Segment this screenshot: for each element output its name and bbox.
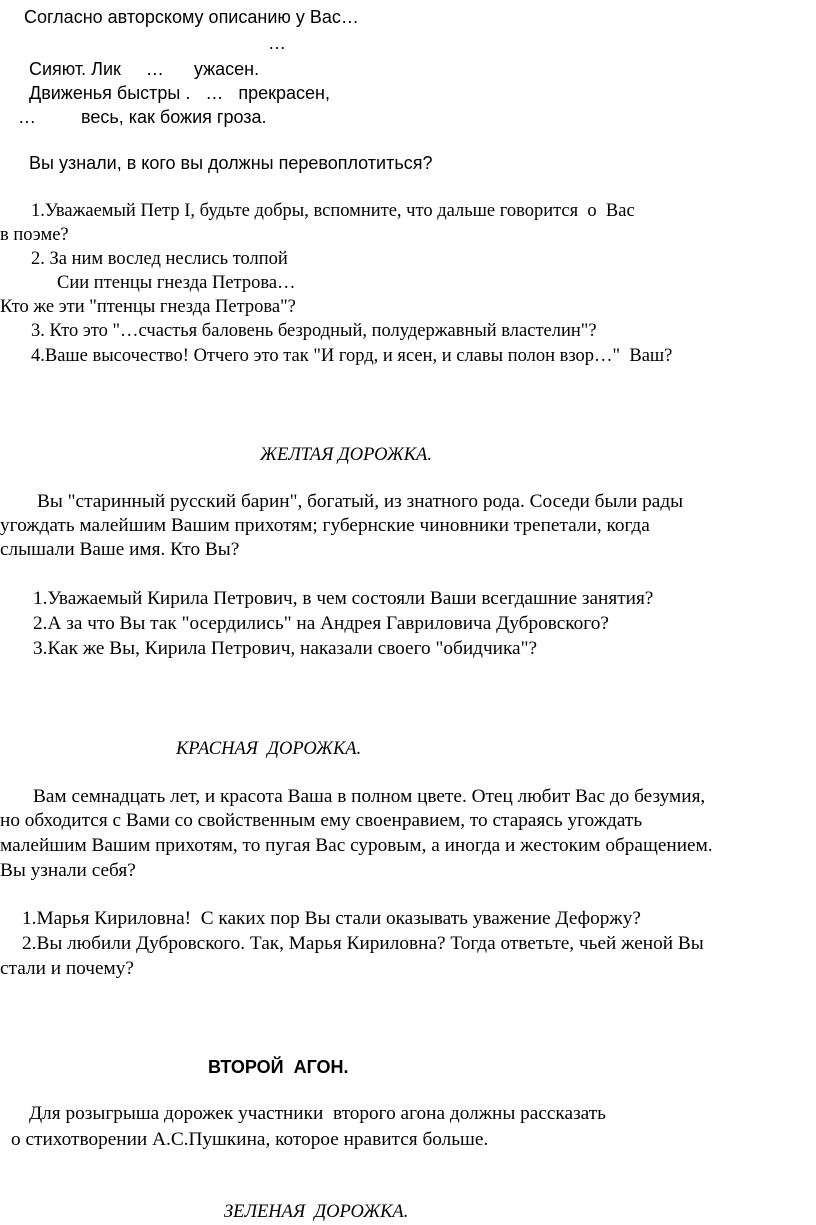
second-agon-heading: ВТОРОЙ АГОН.: [208, 1057, 349, 1077]
peter-q4: 4.Ваше высочество! Отчего это так "И горд, и ясен, и славы полон взор…" Ваш?: [31, 346, 673, 366]
poem-line-3: … весь, как божия гроза.: [18, 107, 267, 127]
yellow-path-desc-2: угождать малейшим Вашим прихотям; губернские чиновники трепетали, когда: [0, 515, 650, 536]
green-path-heading: ЗЕЛЕНАЯ ДОРОЖКА.: [224, 1202, 409, 1222]
yellow-path-desc-3: слышали Ваше имя. Кто Вы?: [0, 539, 240, 560]
second-agon-desc-1: Для розыгрыша дорожек участники второго агона должны рассказать: [29, 1103, 606, 1124]
peter-q1-b: в поэме?: [0, 225, 69, 245]
red-path-desc-2: но обходится с Вами со свойственным ему своенравием, то стараясь угождать: [0, 810, 643, 831]
peter-q1-a: 1.Уважаемый Петр I, будьте добры, вспомните, что дальше говорится о Вас: [31, 201, 635, 221]
red-path-heading: КРАСНАЯ ДОРОЖКА.: [176, 739, 362, 759]
yellow-path-q2: 2.А за что Вы так "осердились" на Андрея Гавриловича Дубровского?: [33, 613, 609, 634]
red-path-q2-a: 2.Вы любили Дубровского. Так, Марья Кириловна? Тогда ответьте, чьей женой Вы: [22, 933, 704, 954]
poem-intro: Согласно авторскому описанию у Вас…: [24, 7, 359, 27]
red-path-desc-4: Вы узнали себя?: [0, 860, 136, 881]
red-path-desc-1: Вам семнадцать лет, и красота Ваша в полном цвете. Отец любит Вас до безумия,: [33, 786, 706, 807]
question-who: Вы узнали, в кого вы должны перевоплотиться?: [29, 153, 433, 173]
poem-line-1: Сияют. Лик … ужасен.: [29, 59, 260, 79]
poem-line-2: Движенья быстры . … прекрасен,: [29, 83, 330, 103]
yellow-path-heading: ЖЕЛТАЯ ДОРОЖКА.: [260, 445, 432, 465]
yellow-path-desc-1: Вы "старинный русский барин", богатый, из знатного рода. Соседи были рады: [37, 491, 684, 512]
peter-q2-c: Кто же эти "птенцы гнезда Петрова"?: [0, 297, 296, 317]
second-agon-desc-2: о стихотворении А.С.Пушкина, которое нравится больше.: [11, 1129, 489, 1150]
red-path-desc-3: малейшим Вашим прихотям, то пугая Вас суровым, а иногда и жестоким обращением.: [0, 835, 713, 856]
red-path-q2-b: стали и почему?: [0, 958, 134, 979]
peter-q2-a: 2. За ним вослед неслись толпой: [31, 249, 288, 269]
poem-ellipsis: …: [268, 33, 286, 53]
peter-q3: 3. Кто это "…счастья баловень безродный, полудержавный властелин"?: [31, 321, 597, 341]
yellow-path-q3: 3.Как же Вы, Кирила Петрович, наказали своего "обидчика"?: [33, 638, 538, 659]
yellow-path-q1: 1.Уважаемый Кирила Петрович, в чем состояли Ваши всегдашние занятия?: [33, 588, 654, 609]
peter-q2-b: Сии птенцы гнезда Петрова…: [57, 273, 296, 293]
red-path-q1: 1.Марья Кириловна! С каких пор Вы стали оказывать уважение Дефоржу?: [22, 908, 641, 929]
